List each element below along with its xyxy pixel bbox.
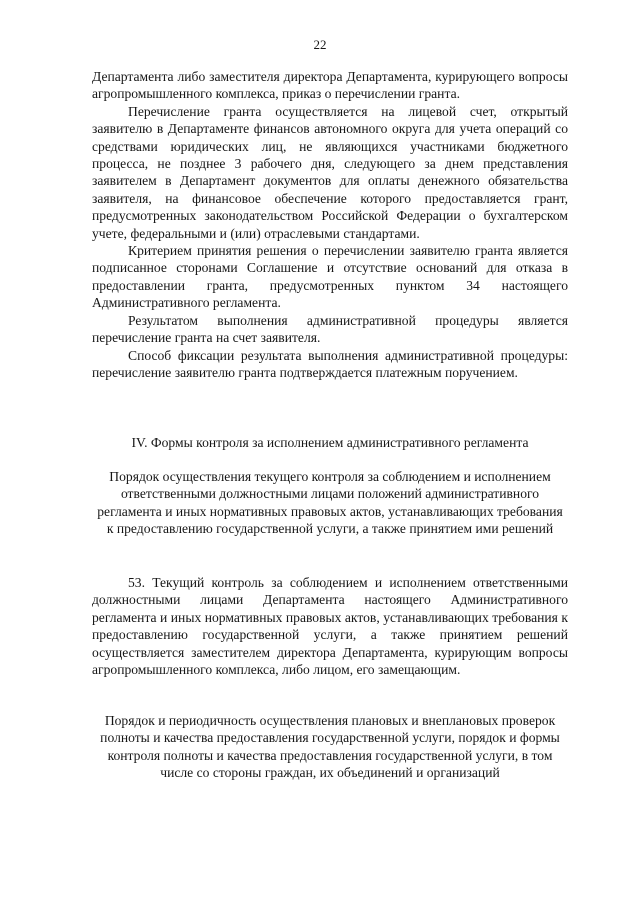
paragraph-grant-transfer: Перечисление гранта осуществляется на лицевой счет, открытый заявителю в Департаменте финансов автономного округа для учета операций со средствами юридических лиц, не являющихся участниками бюджетного процесса, не позднее 3 рабочего дня, следующего за днем представления заявителем в Департамент документов для оплаты денежного обязательства заявителя, на финансовое обеспечение которого предоставляется грант, предусмотренных законодательством Российской Федерации о бухгалтерском учете, федеральными и (или) отраслевыми стандартами. [92, 103, 568, 241]
paragraph-procedure-result: Результатом выполнения административной процедуры является перечисление гранта на счет заявителя. [92, 312, 568, 346]
subheading-current-control: Порядок осуществления текущего контроля за соблюдением и исполнением ответственными должностными лицами положений административного регламента и иных нормативных правовых актов, устанавливающих требования к предоставлению государственной услуги, а также принятием ими решений [97, 469, 563, 537]
paragraph-fixation-method: Способ фиксации результата выполнения административной процедуры: перечисление заявителю гранта подтверждается платежным поручением. [92, 347, 568, 380]
top-paragraphs [92, 68, 568, 381]
section-iv-block [100, 434, 560, 451]
subheading-2-block [96, 712, 564, 782]
paragraph-53: 53. Текущий контроль за соблюдением и исполнением ответственными должностными лицами Департамента настоящего Административного регламента и иных нормативных правовых актов, устанавливающих требования к предоставлению государственной услуги, а также принятием решений осуществляется заместителем директора Департамента, курирующим вопросы агропромышленного комплекса, либо лицом, его замещающим. [92, 575, 568, 678]
subheading-inspections: Порядок и периодичность осуществления плановых и внеплановых проверок полноты и качества предоставления государственной услуги, порядок и формы контроля полноты и качества предоставления государственной услуги, в том числе со стороны граждан, их объединений и организаций [100, 713, 560, 781]
paragraph-continued: Департамента либо заместителя директора Департамента, курирующего вопросы агропромышленного комплекса, приказ о перечислении гранта. [92, 69, 568, 102]
page-number: 22 [313, 37, 327, 52]
paragraph-53-block [92, 574, 568, 678]
section-heading: IV. Формы контроля за исполнением административного регламента [131, 435, 529, 450]
paragraph-decision-criterion: Критерием принятия решения о перечислении заявителю гранта является подписанное сторонами Соглашение и отсутствие оснований для отказа в предоставлении гранта, предусмотренных пунктом 34 настоящего Административного регламента. [92, 243, 568, 311]
subheading-1-block [96, 468, 564, 538]
